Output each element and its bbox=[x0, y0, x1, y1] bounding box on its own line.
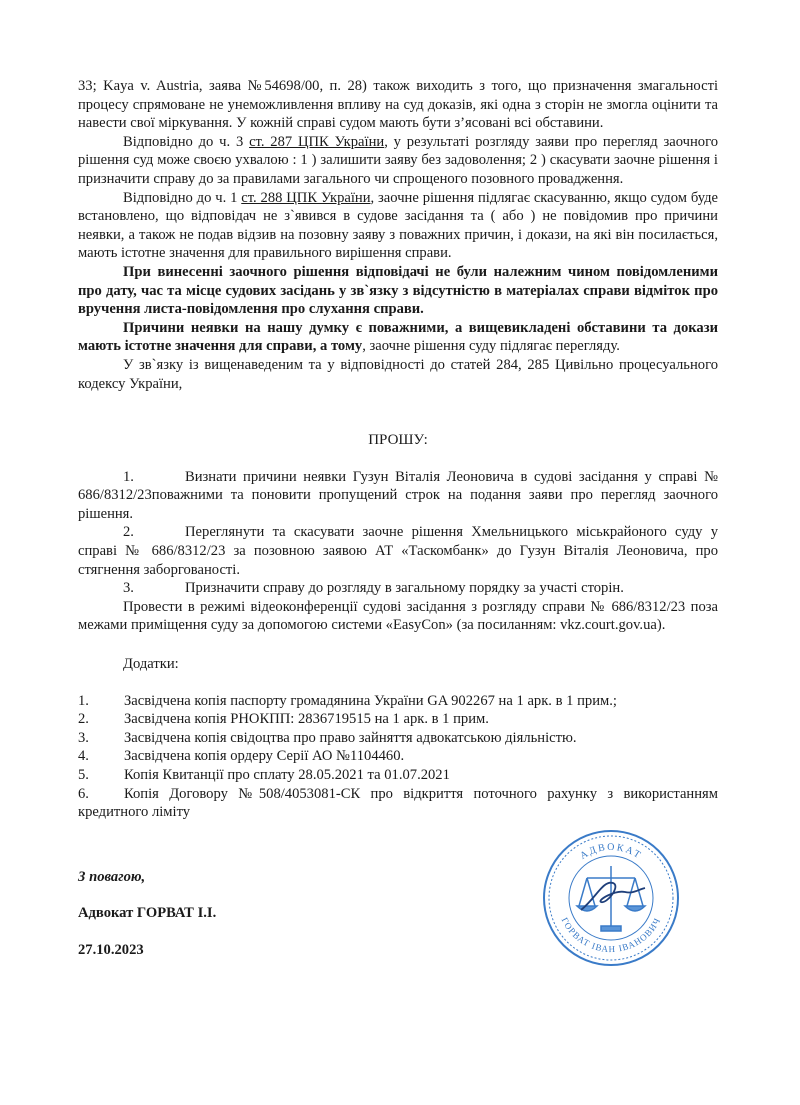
text: Відповідно до ч. 1 bbox=[123, 189, 242, 206]
item-text: Копія Договору №508/4053081-СК про відкриття поточного рахунку з використанням кредитного ліміту bbox=[78, 785, 718, 821]
paragraph-articles: У зв`язку із вищенаведеним та у відповідності до статей 284, 285 Цивільно процесуального кодексу України, bbox=[78, 356, 718, 392]
item-text: Копія Квитанції про сплату 28.05.2021 та 01.07.2021 bbox=[124, 767, 450, 783]
attachment-item bbox=[78, 692, 718, 711]
item-number: 2. bbox=[78, 711, 89, 728]
item-number: 1. bbox=[78, 692, 89, 709]
stamp-bottom-text: ГОРВАТ ІВАН ІВАНОВИЧ bbox=[559, 915, 663, 955]
paragraph-art-288 bbox=[78, 189, 718, 263]
paragraph-case-law: 33; Kaya v. Austria, заява №54698/00, п. 28) також виходить з того, що призначення змагальності процесу спрямоване не унеможливлення впливу на суд доказів, які одна з сторін не змогла оцінити та навести свої міркування. У кожній справі судом мають бути з’ясовані всі обставини. bbox=[78, 78, 718, 132]
paragraph-notification: При винесенні заочного рішення відповідачі не були належним чином повідомленими про дату, час та місце судових засідань у зв`язку з відсутністю в матеріалах справи відміток про вручення листа-повідомлення про слухання справи. bbox=[78, 263, 718, 318]
item-number: 2. bbox=[123, 524, 134, 541]
item-number: 3. bbox=[123, 580, 134, 597]
attachment-item bbox=[78, 729, 718, 748]
item-text: Засвідчена копія паспорту громадянина України GA 902267 на 1 арк. в 1 прим.; bbox=[124, 692, 617, 709]
attachment-item bbox=[78, 710, 718, 729]
text: , заочне рішення підлягає скасуванню, якщо судом буде встановлено, що відповідач не з`явився в судове засідання та ( або ) не повідомив про причини неявки, а також не подав відзив на позовну заяву з поважних причин, і докази, на які він посилається, мають істотне значення для правильного вирішення справи. bbox=[78, 189, 718, 262]
stamp-top-text: АДВОКАТ bbox=[578, 841, 644, 862]
request-item bbox=[78, 523, 718, 579]
law-link-art-287[interactable]: ст. 287 ЦПК України bbox=[249, 133, 385, 150]
item-text: Засвідчена копія ордеру Серії АО №1104460. bbox=[124, 748, 405, 765]
item-text: Засвідчена копія РНОКПП: 2836719515 на 1 арк. в 1 прим. bbox=[124, 711, 489, 728]
signer-name: Адвокат ГОРВАТ І.І. bbox=[78, 905, 217, 922]
request-item bbox=[78, 579, 718, 598]
request-title: ПРОШУ: bbox=[368, 432, 428, 449]
item-text: Призначити справу до розгляду в загальному порядку за участі сторін. bbox=[185, 580, 624, 597]
request-item bbox=[78, 468, 718, 524]
text: , у результаті розгляду заяви про перегляд заочного рішення суд може своєю ухвалою : 1 ) залишити заяву без задоволення; 2 ) скасувати заочне рішення і призначити справу до за правилами загального чи спрощеного позовного провадження. bbox=[78, 133, 718, 187]
text: Відповідно до ч. 3 bbox=[123, 133, 250, 150]
closing-regards: З повагою, bbox=[78, 868, 146, 885]
text-bold: Причини неявки на нашу думку є поважними, а вищевикладені обставини та докази мають істотне значення для справи, а тому bbox=[78, 319, 718, 355]
item-number: 5. bbox=[78, 767, 89, 783]
item-text: Засвідчена копія свідоцтва про право зайняття адвокатською діяльністю. bbox=[124, 729, 577, 746]
item-number: 1. bbox=[123, 468, 134, 485]
item-number: 4. bbox=[78, 748, 89, 765]
item-text: Визнати причини неявки Гузун Віталія Леоновича в судові засідання у справі № 686/8312/23поважними та поновити пропущений строк на подання заяви про перегляд заочного рішення. bbox=[78, 468, 718, 522]
request-videoconference: Провести в режимі відеоконференції судові засідання з розгляду справи № 686/8312/23 поза межами приміщення суду за допомогою системи «EasyCon» (за посиланням: vkz.court.gov.ua). bbox=[78, 598, 718, 634]
item-text: Переглянути та скасувати заочне рішення Хмельницького міськрайоного суду у справі № 686/8312/23 за позовною заявою АТ «Таскомбанк» до Гузун Віталія Леоновича, про стягнення заборгованості. bbox=[78, 524, 718, 578]
attachments-title: Додатки: bbox=[123, 656, 179, 673]
text: , заочне рішення суду підлягає перегляду. bbox=[362, 338, 620, 355]
paragraph-art-287 bbox=[78, 133, 718, 189]
law-link-art-288[interactable]: ст. 288 ЦПК України bbox=[241, 189, 371, 206]
scales-icon bbox=[577, 866, 645, 931]
signature-date: 27.10.2023 bbox=[78, 941, 144, 958]
attachments-list bbox=[78, 692, 718, 822]
attachment-item bbox=[78, 785, 718, 822]
lawyer-stamp bbox=[541, 828, 681, 968]
paragraph-reasons bbox=[78, 319, 718, 356]
item-number: 3. bbox=[78, 729, 89, 746]
attachment-item bbox=[78, 766, 718, 785]
request-list bbox=[78, 468, 718, 635]
attachment-item bbox=[78, 747, 718, 766]
item-number: 6. bbox=[78, 785, 89, 802]
